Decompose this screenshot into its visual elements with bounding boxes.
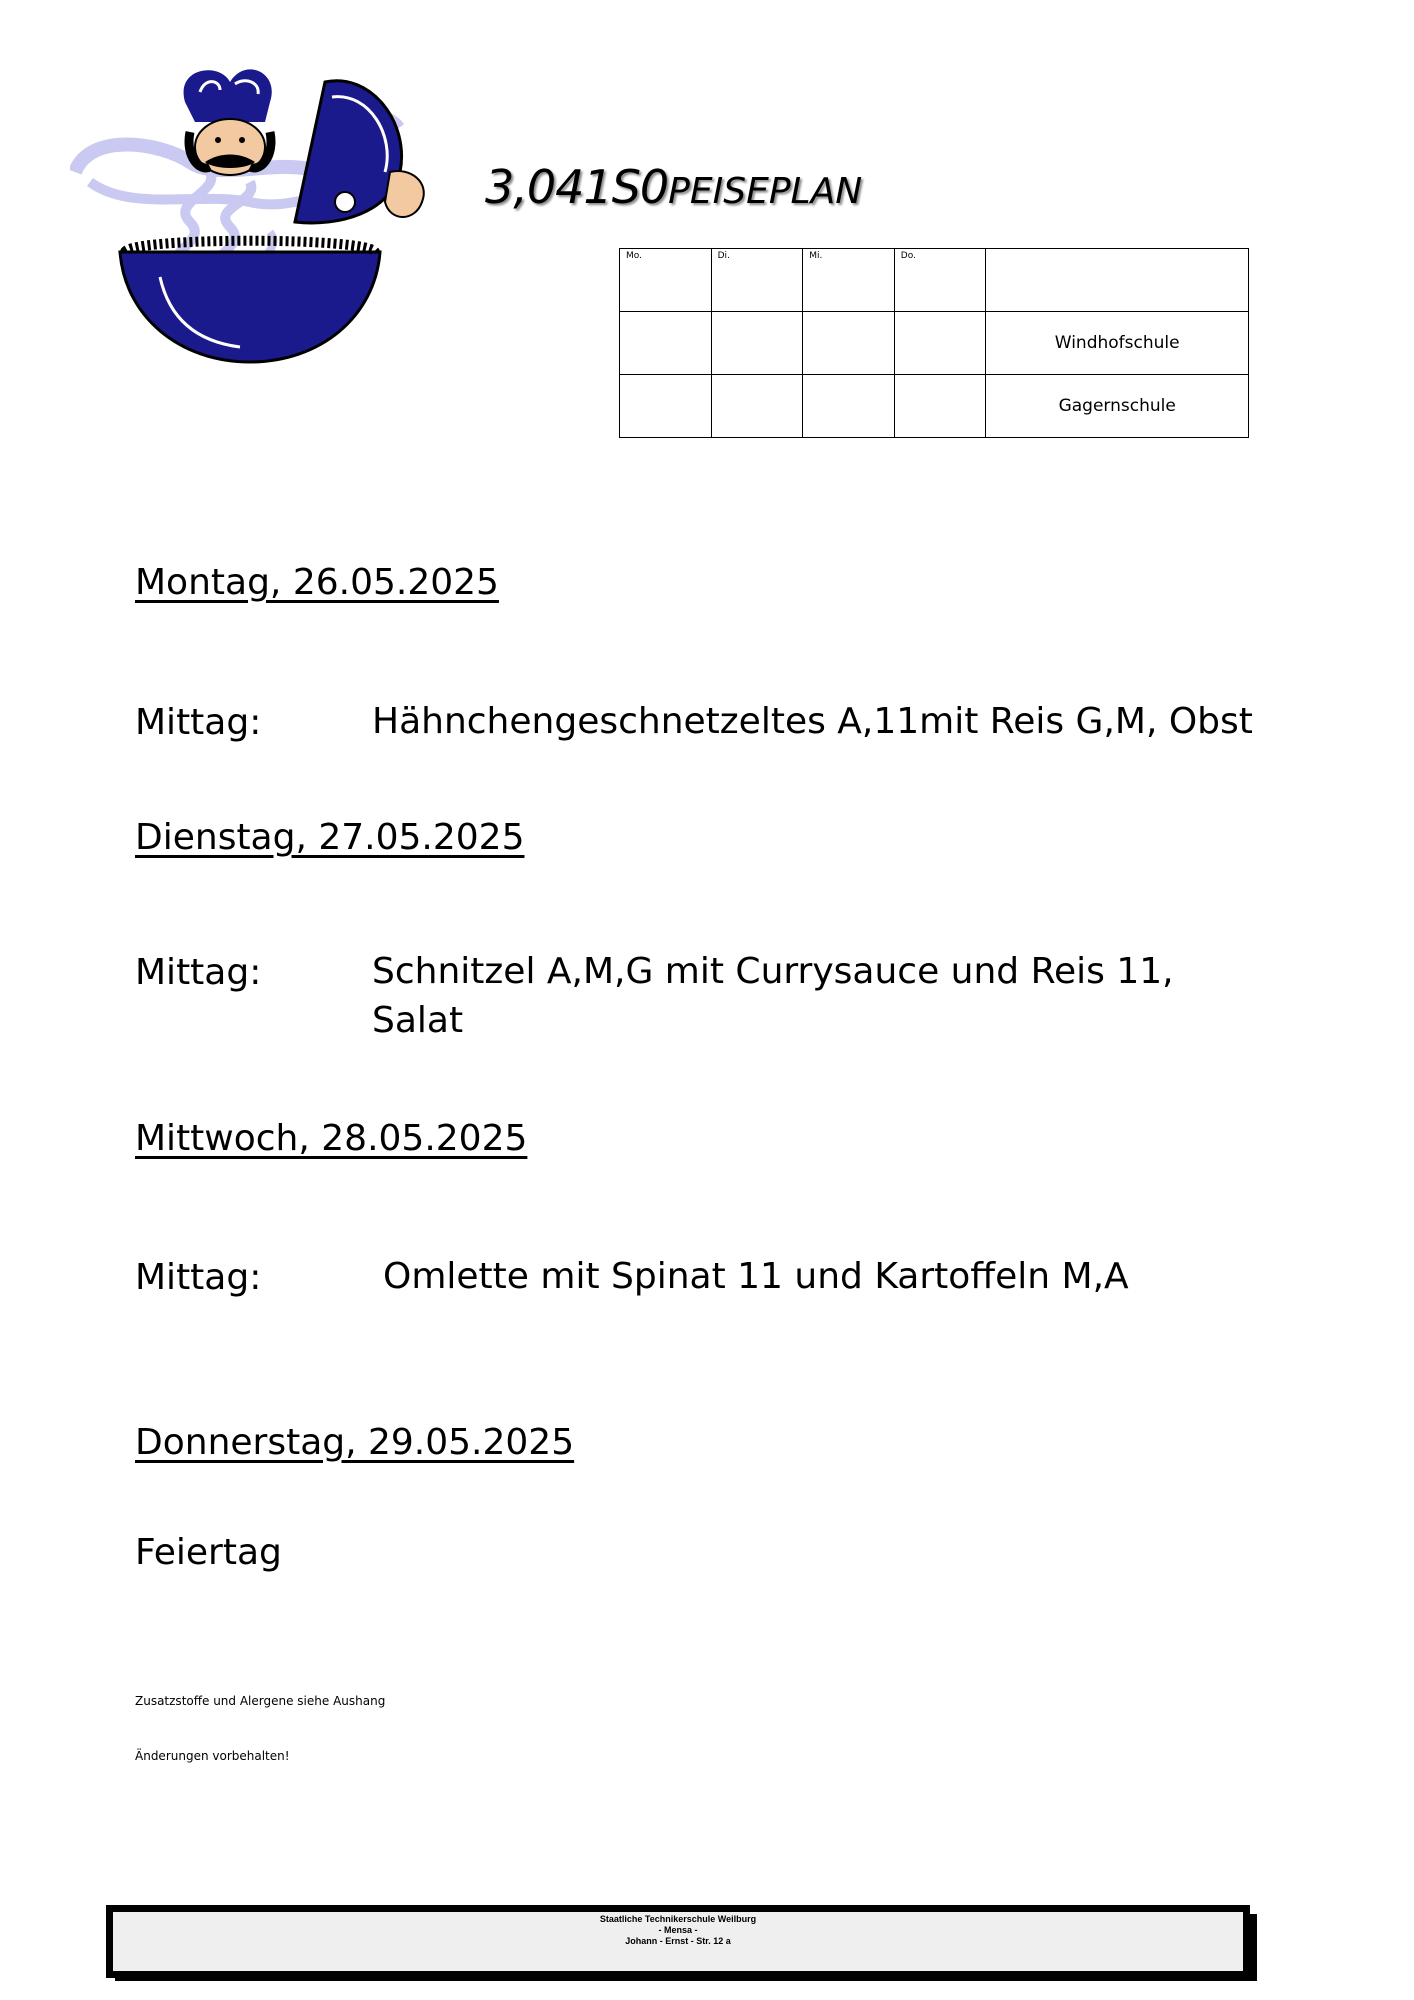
chef-grill-logo [70,62,460,392]
grid-cell [620,312,712,375]
grid-cell [711,312,803,375]
meal-monday: Hähnchengeschnetzeltes A,11mit Reis G,M, Obst [372,701,1253,742]
footer-box [106,1905,1250,1978]
grid-cell [620,375,712,438]
meal-label-monday: Mittag: [135,702,262,743]
grid-day-di: Di. [711,249,803,312]
grid-day-mo: Mo. [620,249,712,312]
footer-line-mensa: - Mensa - [658,1925,698,1935]
day-heading-wednesday: Mittwoch, 28.05.2025 [135,1118,528,1159]
meal-label-tuesday: Mittag: [135,952,262,993]
day-heading-monday: Montag, 26.05.2025 [135,562,499,603]
footer-line-address: Johann - Ernst - Str. 12 a [625,1936,731,1946]
grid-day-mi: Mi. [803,249,895,312]
meal-tuesday: Schnitzel A,M,G mit Currysauce und Reis 11, [372,951,1174,992]
meal-tuesday-line2: Salat [372,1000,464,1041]
grid-cell [894,375,986,438]
page-title: 3,041S0PEISEPLAN [485,160,863,214]
school-windhofschule: Windhofschule [986,312,1249,375]
grid-cell [803,375,895,438]
day-heading-thursday: Donnerstag, 29.05.2025 [135,1422,575,1463]
school-gagernschule: Gagernschule [986,375,1249,438]
grid-day-do: Do. [894,249,986,312]
meal-label-wednesday: Mittag: [135,1257,262,1298]
meal-wednesday: Omlette mit Spinat 11 und Kartoffeln M,A [383,1256,1129,1297]
grid-cell [803,312,895,375]
grid-cell [711,375,803,438]
day-heading-tuesday: Dienstag, 27.05.2025 [135,817,525,858]
note-additives: Zusatzstoffe und Alergene siehe Aushang [135,1694,386,1708]
grid-header-empty [986,249,1249,312]
school-day-grid [619,248,1249,438]
holiday-label-thursday: Feiertag [135,1532,282,1573]
footer-line-school: Staatliche Technikerschule Weilburg [599,1914,757,1924]
note-changes: Änderungen vorbehalten! [135,1749,290,1763]
grid-cell [894,312,986,375]
